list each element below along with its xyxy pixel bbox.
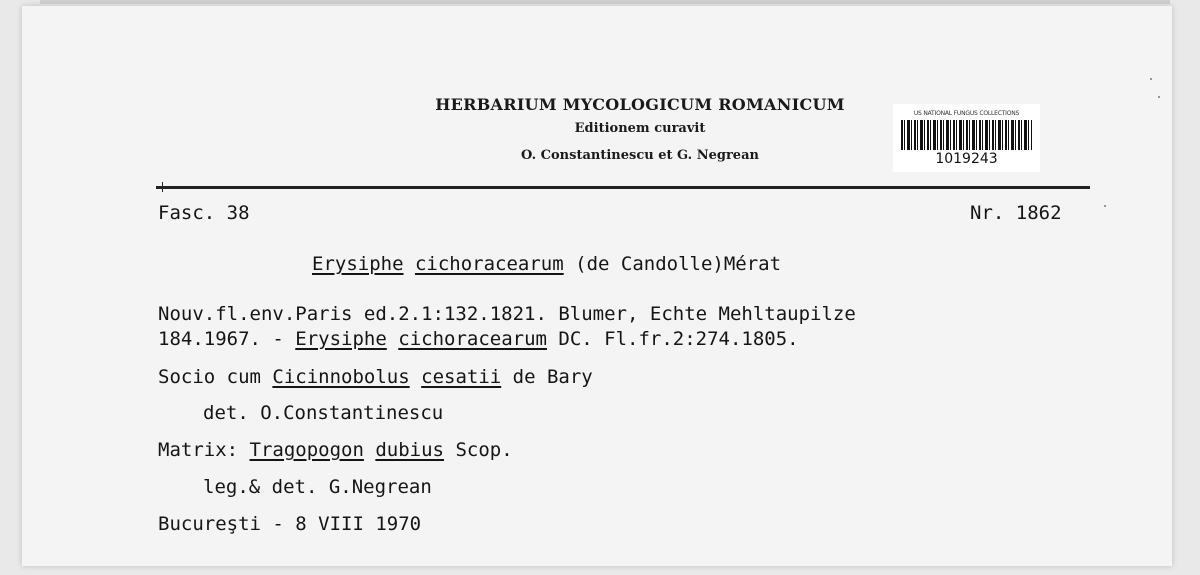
citation-genus: Erysiphe bbox=[295, 328, 387, 350]
exsiccata-number: Nr. 1862 bbox=[970, 202, 1062, 224]
associate-genus: Cicinnobolus bbox=[272, 366, 410, 388]
fascicle-number: Fasc. 38 bbox=[158, 202, 250, 224]
species-name bbox=[312, 252, 781, 276]
associate-suffix: de Bary bbox=[501, 366, 593, 388]
associate-line bbox=[158, 365, 593, 389]
paper-speck bbox=[1150, 78, 1152, 80]
associate-epithet: cesatii bbox=[421, 366, 502, 388]
specimen-label-card bbox=[22, 6, 1172, 566]
citation-prefix: 184.1967. - bbox=[158, 328, 296, 350]
species-epithet: cichoracearum bbox=[414, 253, 564, 275]
paper-speck bbox=[1158, 96, 1160, 98]
paper-speck bbox=[1104, 205, 1106, 207]
matrix-prefix: Matrix: bbox=[158, 439, 250, 461]
divider-tick bbox=[162, 182, 163, 192]
associate-determiner: det. O.Constantinescu bbox=[203, 402, 444, 424]
herbarium-subtitle: Editionem curavit bbox=[574, 121, 706, 136]
citation-line-1: Nouv.fl.env.Paris ed.2.1:132.1821. Blumer, Echte Mehltaupilze bbox=[158, 303, 856, 325]
herbarium-editors: O. Constantinescu et G. Negrean bbox=[521, 148, 759, 163]
barcode-number: 1019243 bbox=[935, 151, 998, 167]
citation-suffix: DC. Fl.fr.2:274.1805. bbox=[546, 328, 799, 350]
divider-rule bbox=[156, 186, 1090, 189]
matrix-line bbox=[158, 438, 513, 462]
herbarium-title: HERBARIUM MYCOLOGICUM ROMANICUM bbox=[435, 95, 845, 114]
collector-line: leg.& det. G.Negrean bbox=[203, 476, 432, 498]
matrix-genus: Tragopogon bbox=[249, 439, 364, 461]
barcode-icon bbox=[901, 120, 1032, 150]
citation-epithet: cichoracearum bbox=[398, 328, 547, 350]
herbarium-header bbox=[380, 92, 900, 172]
matrix-suffix: Scop. bbox=[444, 439, 513, 461]
locality-date-line: Bucureşti - 8 VIII 1970 bbox=[158, 513, 422, 535]
matrix-epithet: dubius bbox=[375, 439, 444, 461]
species-genus: Erysiphe bbox=[312, 253, 404, 275]
paper-top-edge bbox=[40, 0, 1170, 4]
barcode-caption: US NATIONAL FUNGUS COLLECTIONS bbox=[913, 110, 1020, 117]
barcode-label bbox=[893, 104, 1040, 172]
associate-prefix: Socio cum bbox=[158, 366, 273, 388]
citation-line-2 bbox=[158, 327, 799, 351]
species-authority: (de Candolle)Mérat bbox=[575, 253, 782, 275]
